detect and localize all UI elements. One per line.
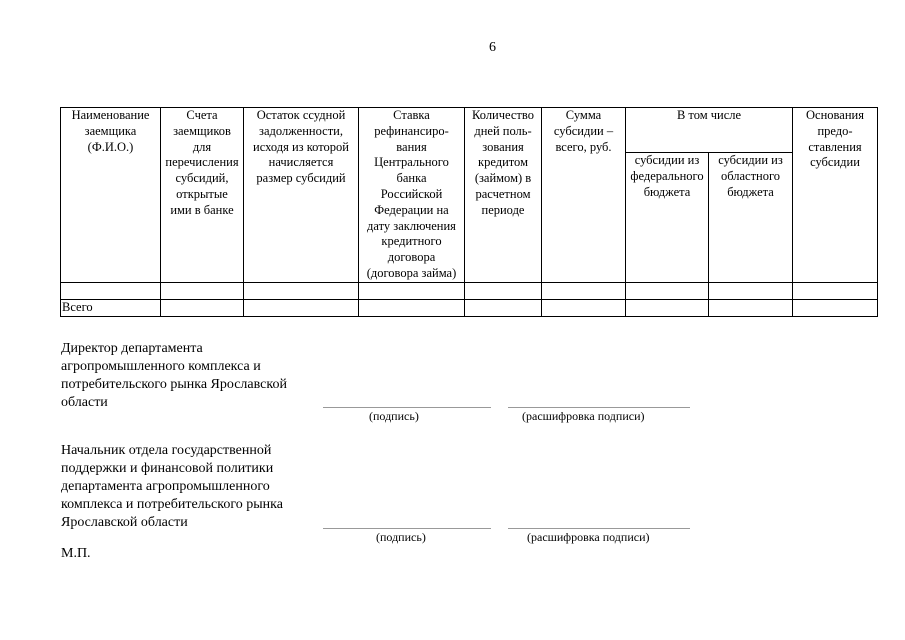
header-loan-balance: Остаток ссудной задолженности, исходя из которой начисляется размер субсидий	[244, 108, 359, 283]
table-row	[61, 282, 878, 299]
header-refinancing-rate: Ставка рефинансиро- вания Центрального банка Российской Федерации на дату заключения кредитного договора (договора займа)	[359, 108, 465, 283]
subsidy-calculation-table	[60, 107, 878, 317]
table-cell	[244, 299, 359, 316]
table-cell	[359, 299, 465, 316]
header-regional-budget: субсидии из областного бюджета	[709, 153, 793, 283]
header-subsidy-sum: Сумма субсидии – всего, руб.	[542, 108, 626, 283]
table-total-row	[61, 299, 878, 316]
total-label: Всего	[61, 299, 161, 316]
table-cell	[709, 282, 793, 299]
table-cell	[161, 299, 244, 316]
table-cell	[161, 282, 244, 299]
table-cell	[359, 282, 465, 299]
table-cell	[244, 282, 359, 299]
director-decode-line	[508, 407, 690, 408]
director-decode-caption: (расшифровка подписи)	[522, 409, 645, 423]
table-cell	[465, 282, 542, 299]
director-signature-caption: (подпись)	[369, 409, 419, 423]
head-signature-caption: (подпись)	[376, 530, 426, 544]
head-signature-line	[323, 528, 491, 529]
header-accounts: Счета заемщиков для перечисления субсидий, открытые ими в банке	[161, 108, 244, 283]
table-cell	[626, 282, 709, 299]
header-days-of-use: Количество дней поль- зования кредитом (займом) в расчетном периоде	[465, 108, 542, 283]
director-title: Директор департамента агропромышленного комплекса и потребительского рынка Ярославской области	[61, 341, 287, 410]
table-cell	[542, 282, 626, 299]
table-cell	[626, 299, 709, 316]
page-number: 6	[489, 40, 496, 55]
table-cell	[61, 282, 161, 299]
header-grounds: Основания предо- ставления субсидии	[793, 108, 878, 283]
head-of-department-title: Начальник отдела государственной поддержки и финансовой политики департамента агропромышленного комплекса и потребительского рынка Ярославской области	[61, 443, 283, 530]
head-decode-caption: (расшифровка подписи)	[527, 530, 650, 544]
table-cell	[465, 299, 542, 316]
table-cell	[793, 299, 878, 316]
table-cell	[709, 299, 793, 316]
director-signature-line	[323, 407, 491, 408]
header-borrower-name: Наименование заемщика (Ф.И.О.)	[61, 108, 161, 283]
head-decode-line	[508, 528, 690, 529]
stamp-label: М.П.	[61, 546, 91, 561]
header-federal-budget: субсидии из федерального бюджета	[626, 153, 709, 283]
table-header-row	[61, 108, 878, 153]
header-including: В том числе	[626, 108, 793, 153]
table-cell	[793, 282, 878, 299]
table-cell	[542, 299, 626, 316]
